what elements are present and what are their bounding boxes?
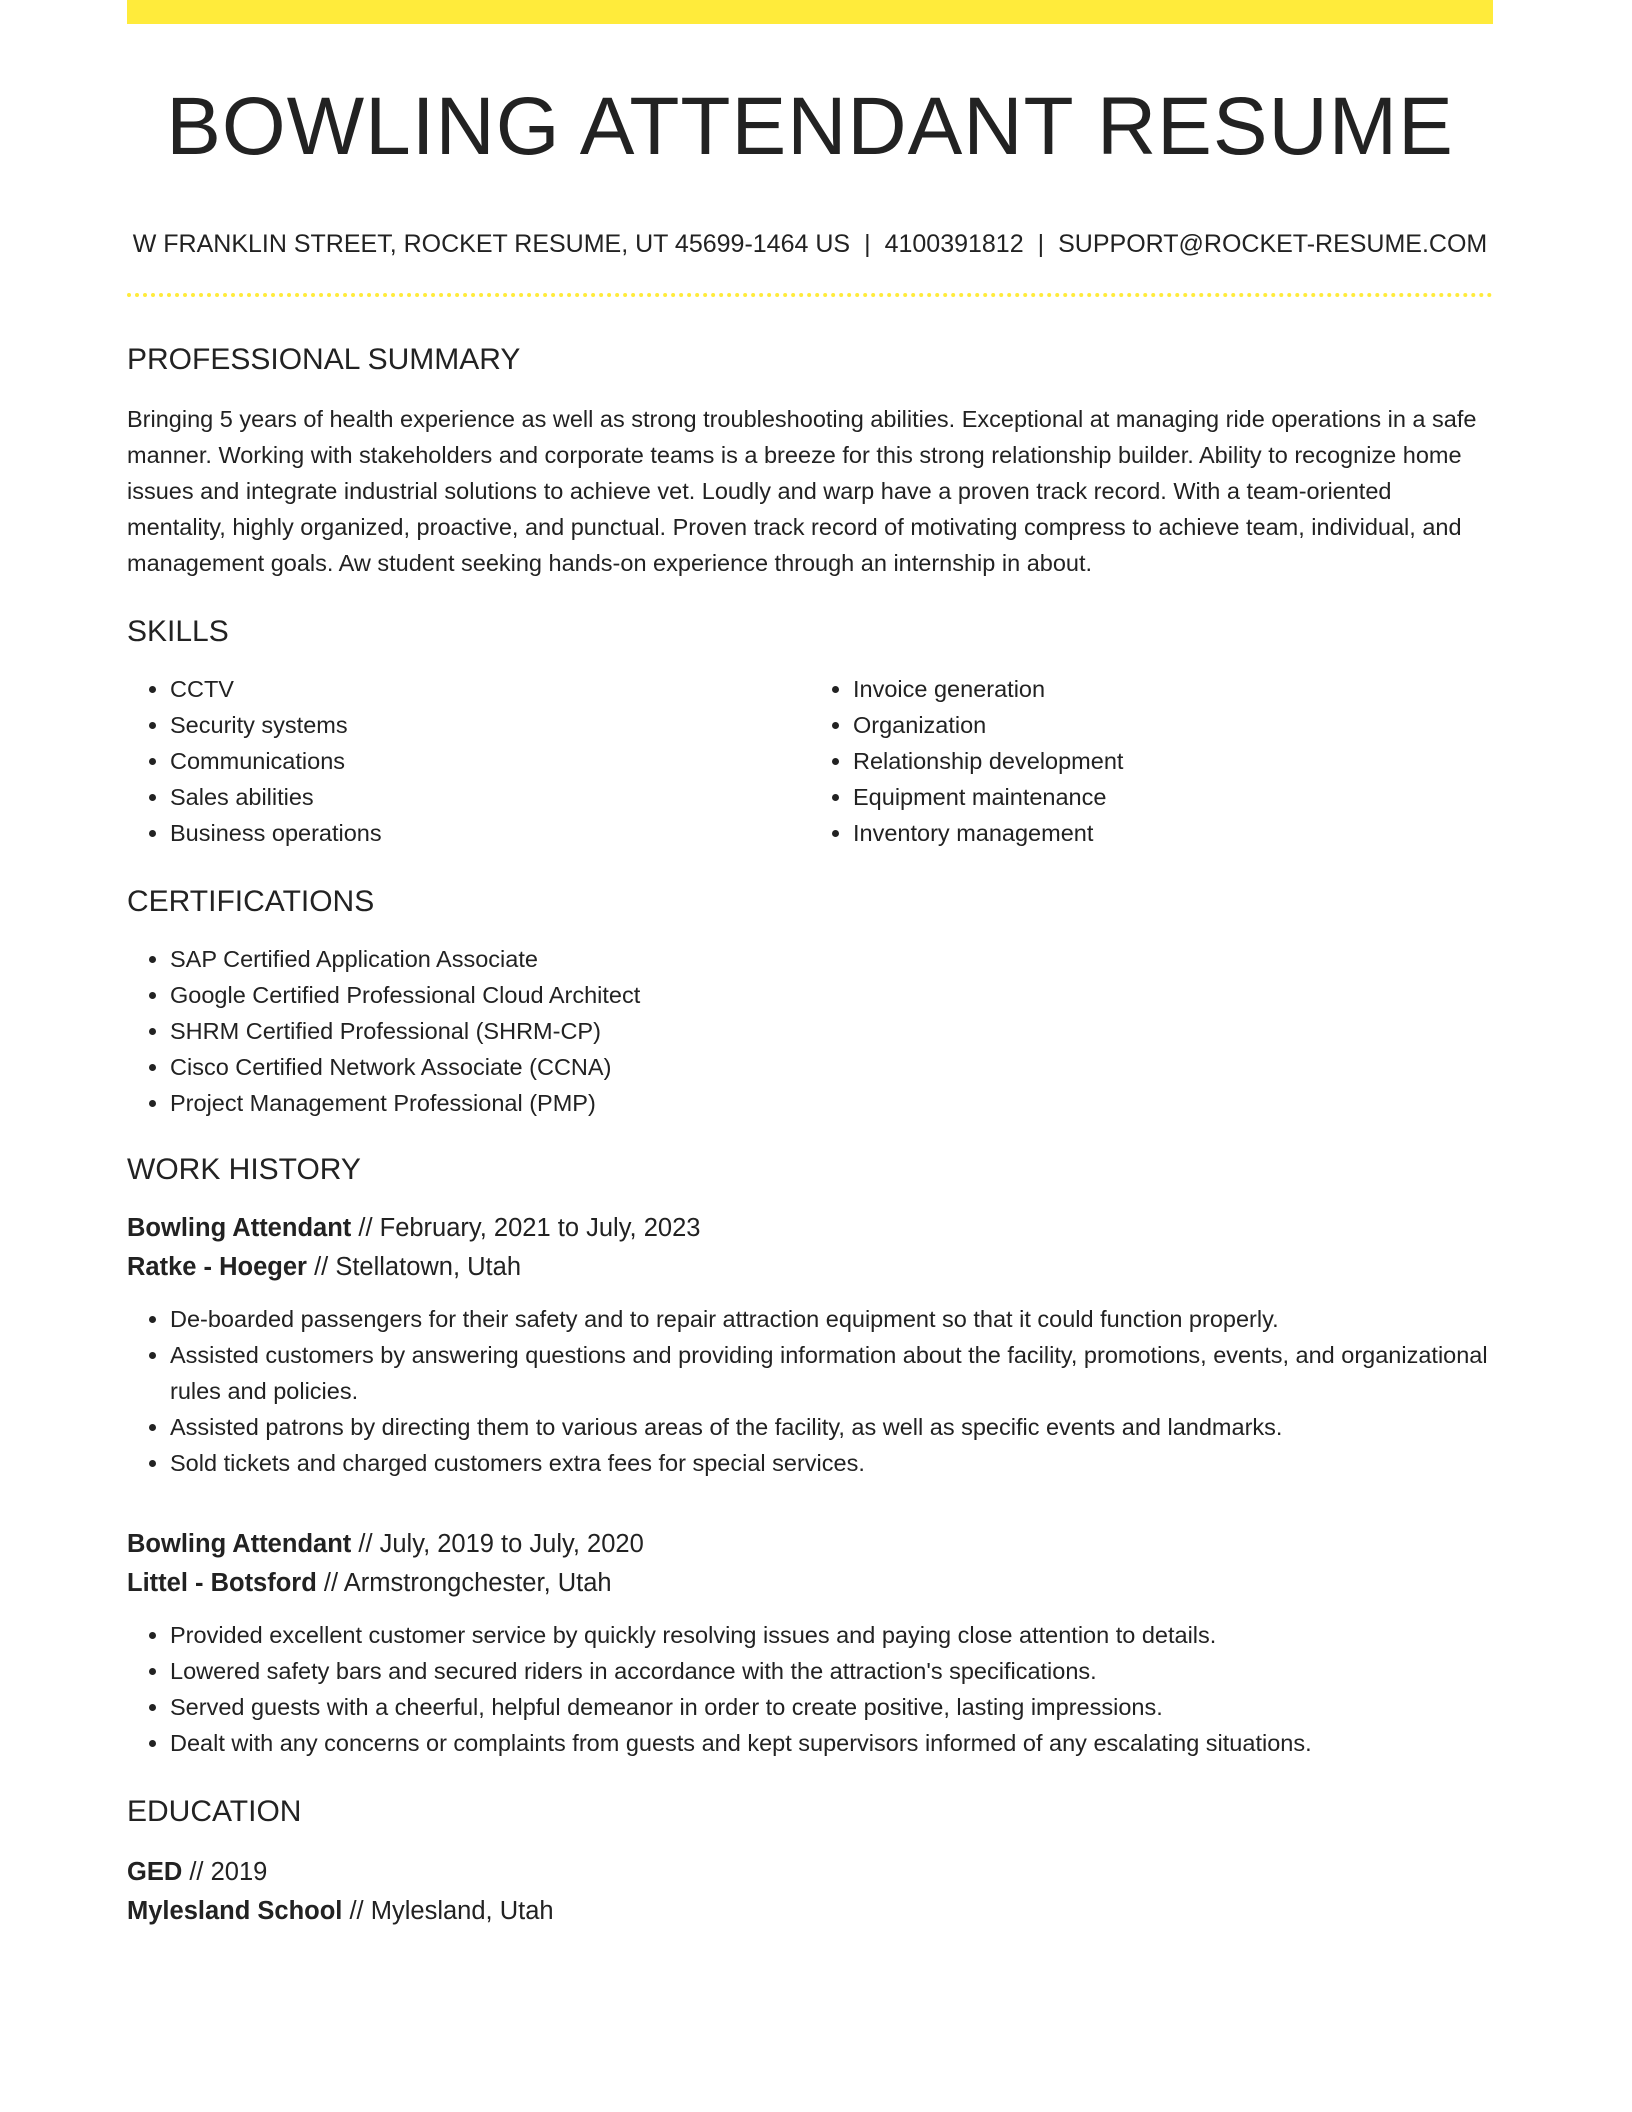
education-location: // Mylesland, Utah <box>342 1897 554 1926</box>
skills-list-left <box>127 671 810 851</box>
job-bullet: • De-boarded passengers for their safety and to repair attraction equipment so that it could function properly. <box>170 1301 1493 1337</box>
skill-item: • CCTV <box>170 671 810 707</box>
dotted-divider <box>127 293 1493 297</box>
contact-line <box>127 230 1493 259</box>
certification-item: • Project Management Professional (PMP) <box>170 1085 1493 1121</box>
job-location: // Stellatown, Utah <box>306 1253 522 1282</box>
job-bullet: • Provided excellent customer service by quickly resolving issues and paying close attention to details. <box>170 1617 1493 1653</box>
contact-email: SUPPORT@ROCKET-RESUME.COM <box>1058 230 1488 259</box>
education-school-line <box>127 1892 1493 1931</box>
job-bullet: • Assisted patrons by directing them to various areas of the facility, as well as specific events and landmarks. <box>170 1409 1493 1445</box>
accent-bar <box>127 0 1493 24</box>
job-company-line <box>127 1564 1493 1603</box>
skill-item: • Invoice generation <box>853 671 1493 707</box>
contact-phone: 4100391812 <box>884 230 1024 259</box>
resume-page <box>127 0 1493 1931</box>
skills-heading: SKILLS <box>127 615 229 649</box>
skill-item: • Equipment maintenance <box>853 779 1493 815</box>
job-location: // Armstrongchester, Utah <box>316 1569 612 1598</box>
contact-separator: | <box>1037 230 1045 259</box>
skill-item: • Sales abilities <box>170 779 810 815</box>
certification-item: • SAP Certified Application Associate <box>170 941 1493 977</box>
skills-list-right <box>810 671 1493 851</box>
skill-item: • Business operations <box>170 815 810 851</box>
job-role: Bowling Attendant <box>127 1214 352 1243</box>
job-company-line <box>127 1248 1493 1287</box>
summary-text: Bringing 5 years of health experience as well as strong troubleshooting abilities. Exceptional at managing ride operations in a safe manner. Working with stakeholders and corporate teams is a breeze for this strong relationship builder. Ability to recognize home issues and integrate industrial solutions to achieve vet. Loudly and warp have a proven track record. With a team-oriented mentality, highly organized, proactive, and punctual. Proven track record of motivating compress to achieve team, individual, and management goals. Aw student seeking hands-on experience through an internship in about. <box>127 406 1477 577</box>
certifications-heading: CERTIFICATIONS <box>127 885 375 919</box>
job-bullet: • Served guests with a cheerful, helpful demeanor in order to create positive, lasting impressions. <box>170 1689 1493 1725</box>
certifications-list <box>127 941 1493 1121</box>
job-dates: // February, 2021 to July, 2023 <box>351 1214 701 1243</box>
job-bullet: • Dealt with any concerns or complaints from guests and kept supervisors informed of any escalating situations. <box>170 1725 1493 1761</box>
education-school: Mylesland School <box>127 1897 343 1926</box>
job-dates: // July, 2019 to July, 2020 <box>351 1530 644 1559</box>
job-bullet: • Assisted customers by answering questions and providing information about the facility, promotions, events, and organizational rules and policies. <box>170 1337 1493 1409</box>
skill-item: • Communications <box>170 743 810 779</box>
job-bullet: • Lowered safety bars and secured riders in accordance with the attraction's specifications. <box>170 1653 1493 1689</box>
contact-separator: | <box>864 230 871 259</box>
job-company: Ratke - Hoeger <box>127 1253 307 1282</box>
certification-item: • SHRM Certified Professional (SHRM-CP) <box>170 1013 1493 1049</box>
education-entry <box>127 1853 1493 1931</box>
certification-item: • Google Certified Professional Cloud Architect <box>170 977 1493 1013</box>
skills-grid <box>127 671 1493 851</box>
education-degree-line <box>127 1853 1493 1892</box>
summary-heading: PROFESSIONAL SUMMARY <box>127 343 521 377</box>
job-role-line <box>127 1209 1493 1248</box>
skill-item: • Relationship development <box>853 743 1493 779</box>
education-heading: EDUCATION <box>127 1795 302 1829</box>
skill-item: • Security systems <box>170 707 810 743</box>
resume-title: BOWLING ATTENDANT RESUME <box>166 81 1454 172</box>
skill-item: • Organization <box>853 707 1493 743</box>
skill-item: • Inventory management <box>853 815 1493 851</box>
job-bullets <box>127 1617 1493 1761</box>
job-entry <box>127 1209 1493 1481</box>
job-role: Bowling Attendant <box>127 1530 352 1559</box>
certification-item: • Cisco Certified Network Associate (CCNA) <box>170 1049 1493 1085</box>
contact-address: W FRANKLIN STREET, ROCKET RESUME, UT 45699-1464 US <box>132 230 851 259</box>
job-bullets <box>127 1301 1493 1481</box>
job-bullet: • Sold tickets and charged customers extra fees for special services. <box>170 1445 1493 1481</box>
education-degree: GED <box>127 1858 183 1887</box>
job-role-line <box>127 1525 1493 1564</box>
education-year: // 2019 <box>182 1858 268 1887</box>
job-entry <box>127 1525 1493 1761</box>
job-company: Littel - Botsford <box>127 1569 317 1598</box>
work-history-heading: WORK HISTORY <box>127 1153 361 1187</box>
